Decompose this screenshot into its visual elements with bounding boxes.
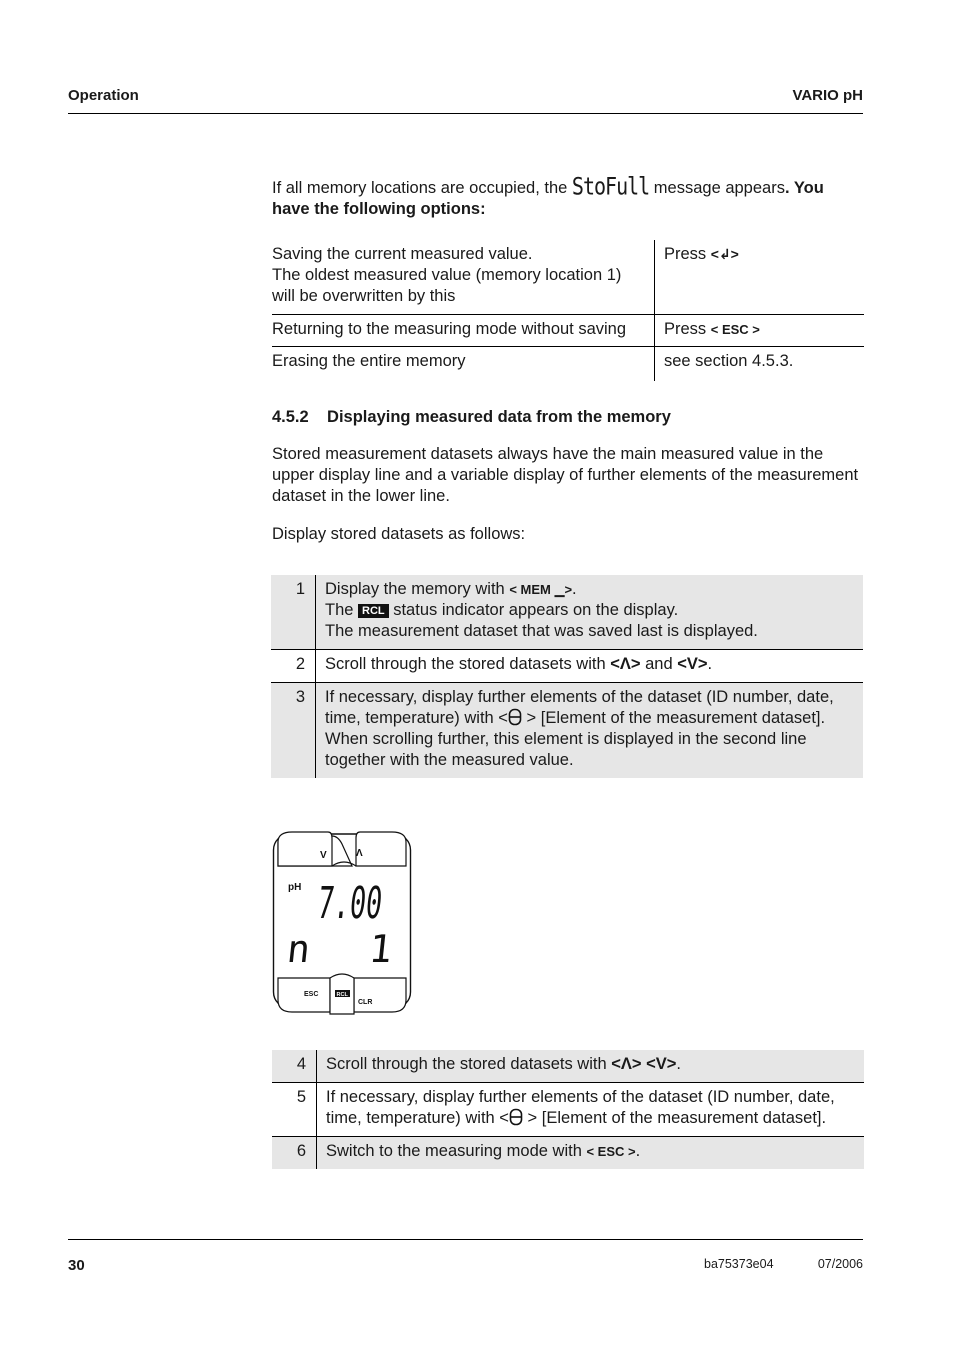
step-number: 5 <box>272 1083 317 1137</box>
esc-key-label: < ESC > <box>586 1144 636 1159</box>
enter-key-label: <↲> <box>710 246 739 262</box>
paragraph-display-as-follows: Display stored datasets as follows: <box>272 525 526 543</box>
rcl-status-badge: RCL <box>358 604 389 618</box>
up-key-glyph: Λ <box>356 848 363 859</box>
step-row <box>271 650 863 683</box>
document-id: ba75373e04 <box>704 1257 774 1271</box>
option-action: see section 4.5.3. <box>655 347 865 382</box>
down-key-glyph: V <box>320 850 327 861</box>
display-key-icon <box>508 708 522 726</box>
footer-rule <box>68 1239 863 1240</box>
section-title: Displaying measured data from the memory <box>327 408 671 426</box>
option-action: Press <box>664 320 711 338</box>
header-product-name: VARIO pH <box>792 87 863 104</box>
clr-key-text: CLR <box>358 999 373 1006</box>
esc-key-label: < ESC > <box>710 322 760 337</box>
up-key-label: <Λ> <box>610 655 641 673</box>
intro-text-2: message appears <box>653 179 785 197</box>
step-text: Scroll through the stored datasets with <Λ> <V>. <box>317 1050 865 1083</box>
down-key-label: <V> <box>646 1055 677 1073</box>
step-row <box>272 1083 864 1137</box>
esc-key-text: ESC <box>304 991 319 998</box>
memory-location-number: 1 <box>366 927 395 971</box>
up-key-button <box>356 832 406 866</box>
options-table <box>272 240 864 381</box>
option-desc: Returning to the measuring mode without saving <box>272 315 655 347</box>
step-text: Display the memory with < MEM ▁>. The RCL status indicator appears on the display. The measurement dataset that was saved last is displayed. <box>316 575 864 650</box>
option-desc: Saving the current measured value. <box>272 245 533 263</box>
paragraph-datasets: Stored measurement datasets always have the main measured value in the upper display line and a variable display of further elements of the measurement dataset in the lower line. <box>272 445 859 505</box>
clr-key-button <box>354 978 406 1012</box>
step-text: If necessary, display further elements of the dataset (ID number, date, time, temperature) with < > [Element of the measurement dataset]. When scrolling further, this element is displayed in the second line together with the measured value. <box>316 683 864 779</box>
option-action: Press <box>664 245 711 263</box>
step-row <box>272 1050 864 1083</box>
option-row <box>272 347 864 382</box>
option-row <box>272 315 864 347</box>
step-number: 2 <box>271 650 316 683</box>
option-desc-detail: The oldest measured value (memory location 1) will be overwritten by this <box>272 266 622 305</box>
section-number: 4.5.2 <box>272 408 309 426</box>
page-number: 30 <box>68 1257 85 1274</box>
step-row <box>271 575 863 650</box>
steps-table-a <box>271 575 863 778</box>
intro-text-3: . You have the following options: <box>272 179 824 218</box>
step-text: Switch to the measuring mode with < ESC >. <box>317 1137 865 1170</box>
intro-paragraph <box>272 171 864 220</box>
document-date: 07/2006 <box>817 1257 863 1271</box>
step-number: 4 <box>272 1050 317 1083</box>
step-row <box>272 1137 864 1170</box>
header-rule <box>68 113 863 114</box>
step-row <box>271 683 863 779</box>
step-number: 6 <box>272 1137 317 1170</box>
header-section-title: Operation <box>68 87 139 104</box>
section-heading <box>272 408 671 427</box>
unit-indicator: pH <box>288 882 302 893</box>
step-text: Scroll through the stored datasets with <Λ> and <V>. <box>316 650 864 683</box>
option-desc: Erasing the entire memory <box>272 347 655 382</box>
option-row <box>272 240 864 315</box>
steps-table-b <box>272 1050 864 1169</box>
measured-value: 7.00 <box>315 878 427 929</box>
step-number: 3 <box>271 683 316 779</box>
step-text: If necessary, display further elements of the dataset (ID number, date, time, temperature) with < > [Element of the measurement dataset]. <box>317 1083 865 1137</box>
down-key-label: <V> <box>677 655 708 673</box>
mem-key-label: < MEM ▁> <box>509 582 573 597</box>
device-display-illustration <box>272 828 427 1016</box>
display-key-icon <box>509 1108 523 1126</box>
step-number: 1 <box>271 575 316 650</box>
up-key-label: <Λ> <box>611 1055 642 1073</box>
rcl-indicator-text: RCL <box>336 992 348 998</box>
lcd-message-stofull: StoFull <box>571 171 650 201</box>
intro-text-1: If all memory locations are occupied, the <box>272 179 568 197</box>
memory-indicator-n: n <box>284 927 313 971</box>
